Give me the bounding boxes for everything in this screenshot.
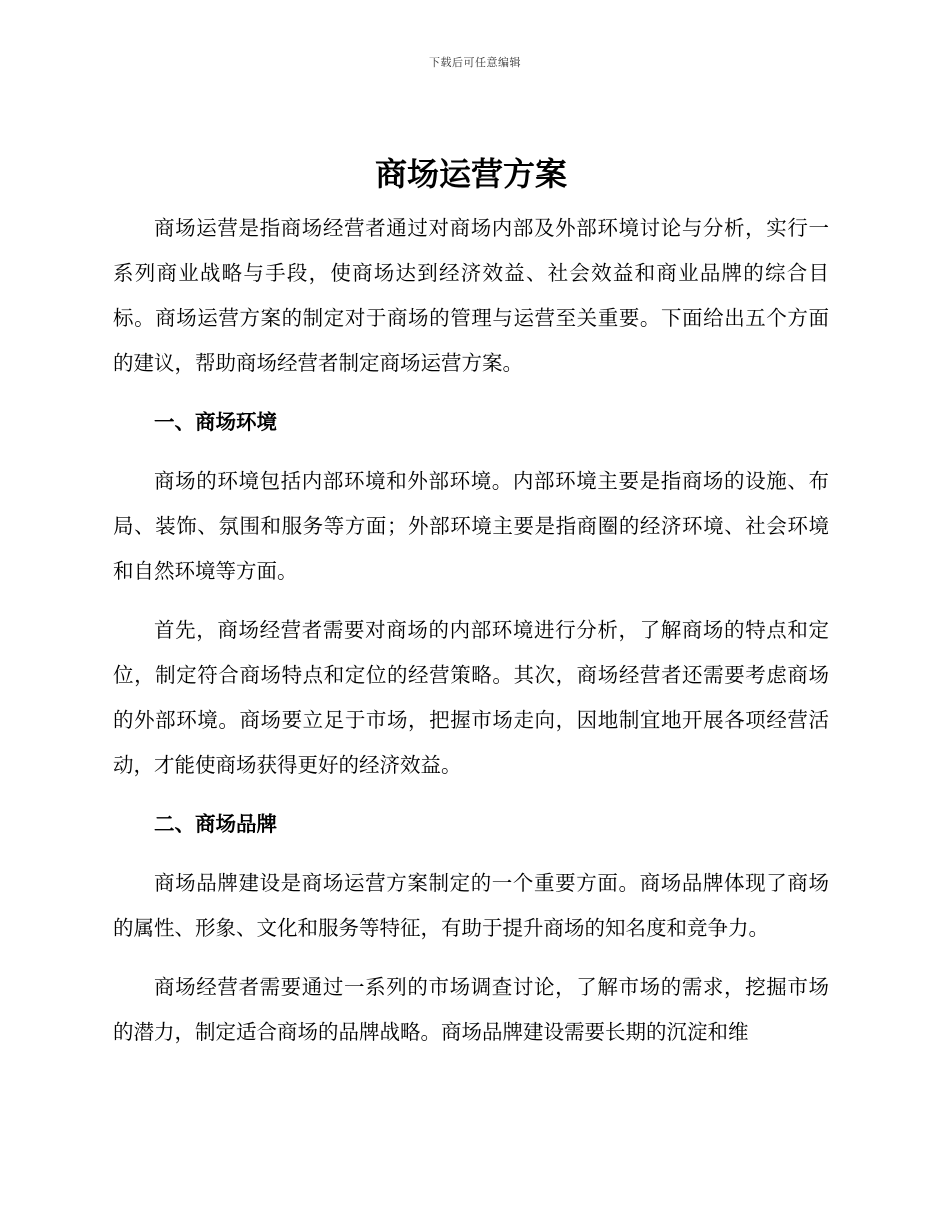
- document-body: [113, 148, 829, 1055]
- intro-paragraph: 商场运营是指商场经营者通过对商场内部及外部环境讨论与分析，实行一系列商业战略与手段，使商场达到经济效益、社会效益和商业品牌的综合目标。商场运营方案的制定对于商场的管理与运营至关重要。下面给出五个方面的建议，帮助商场经营者制定商场运营方案。: [113, 216, 829, 375]
- section-heading-brand: 二、商场品牌: [154, 812, 277, 836]
- environment-paragraph-2: 首先，商场经营者需要对商场的内部环境进行分析，了解商场的特点和定位，制定符合商场特点和定位的经营策略。其次，商场经营者还需要考虑商场的外部环境。商场要立足于市场，把握市场走向，因地制宜地开展各项经营活动，才能使商场获得更好的经济效益。: [113, 618, 829, 777]
- header-note: 下载后可任意编辑: [429, 56, 521, 69]
- brand-paragraph-2: 商场经营者需要通过一系列的市场调查讨论，了解市场的需求，挖掘市场的潜力，制定适合商场的品牌战略。商场品牌建设需要长期的沉淀和维: [113, 975, 829, 1044]
- brand-paragraph-1: 商场品牌建设是商场运营方案制定的一个重要方面。商场品牌体现了商场的属性、形象、文化和服务等特征，有助于提升商场的知名度和竞争力。: [113, 871, 829, 940]
- environment-paragraph-1: 商场的环境包括内部环境和外部环境。内部环境主要是指商场的设施、布局、装饰、氛围和服务等方面；外部环境主要是指商圈的经济环境、社会环境和自然环境等方面。: [113, 469, 829, 583]
- section-heading-environment: 一、商场环境: [154, 410, 277, 434]
- document-title: 商场运营方案: [374, 155, 567, 193]
